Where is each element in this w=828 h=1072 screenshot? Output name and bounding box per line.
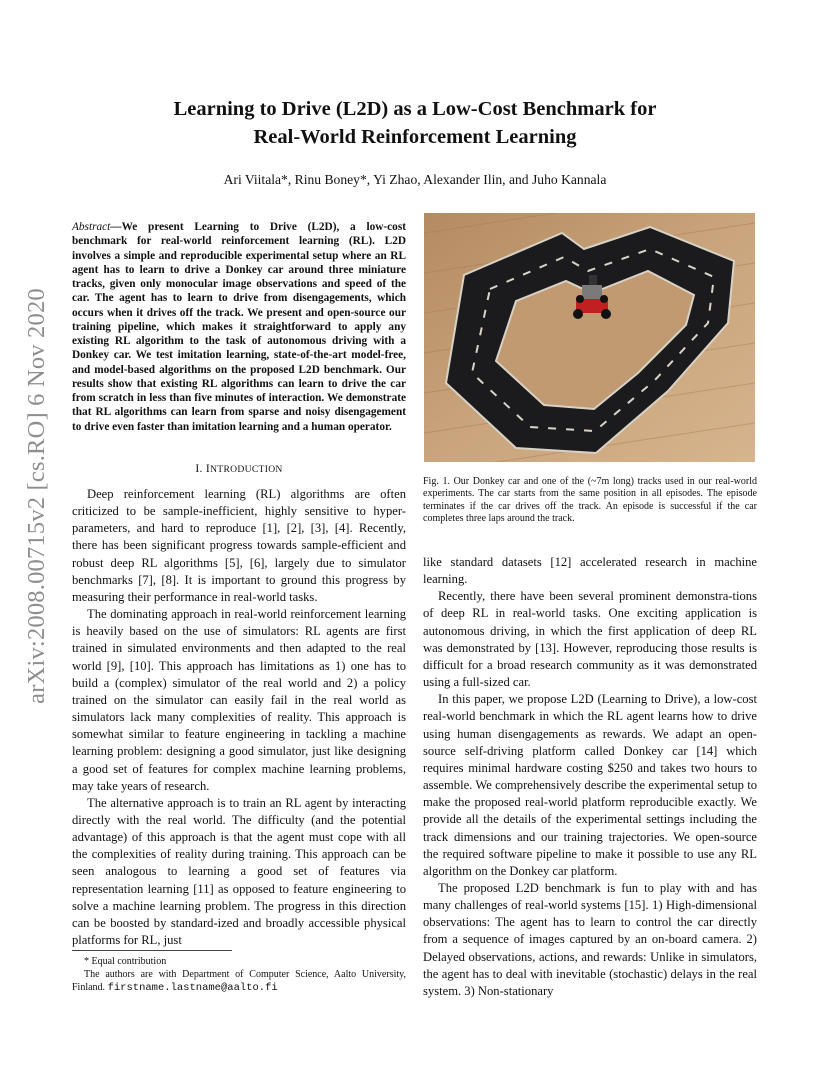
abstract-dash: — (110, 221, 122, 233)
figure-1-photo (424, 213, 755, 462)
affiliation-text: The authors are with Department of Computer Science, Aalto University, Finland. (72, 969, 406, 993)
footnotes (72, 955, 406, 995)
section-first-letter: I (205, 462, 211, 475)
title-line-2: Real-World Reinforcement Learning (253, 126, 577, 148)
figure-1-caption: Fig. 1. Our Donkey car and one of the (~7m long) tracks used in our real-world experiments. The car starts from the same position in all episodes. The episode terminates if the car drives off the track. An episode is successful if the car completes three laps around the track. (423, 476, 757, 524)
email-text: firstname.lastname@aalto.fi (107, 982, 278, 994)
paper-title (70, 95, 760, 151)
intro-paragraph-4: like standard datasets [12] accelerated research in machine learning. (423, 555, 757, 587)
intro-paragraph-1: Deep reinforcement learning (RL) algorithms are often criticized to be sample-inefficient, highly sensitive to hyper-parameters, and hard to reproduce [1], [2], [3], [4]. Recently, there has been significant progress towards sample-efficient and robust deep RL algorithms [5], [6], largely due to simulator benchmarks [7], [8]. It is important to ground this progress by measuring their performance in real-world tasks. (72, 487, 406, 604)
footnote-affiliation (72, 968, 406, 995)
section-number: I. (195, 462, 203, 475)
abstract-text: We present Learning to Drive (L2D), a low-cost benchmark for real-world reinforcement learning (RL). L2D involves a simple and reproducible experimental setup where an RL agent has to learn to drive a Donkey car around three miniature tracks, given only monocular image observations and speed of the car. The agent has to learn to drive from disengagements, which occurs when it drives off the track. We present and open-source our training pipeline, which makes it straightforward to apply any existing RL algorithm to the task of autonomous driving with a Donkey car. We test imitation learning, state-of-the-art model-free, and model-based algorithms on the proposed L2D benchmark. Our results show that existing RL algorithms can learn to drive the car from scratch in less than five minutes of interaction. We demonstrate that RL algorithms can learn from sparse and noisy disengagement to drive even faster than imitation learning and a human operator. (72, 221, 406, 433)
intro-paragraph-5: Recently, there have been several prominent demonstra-tions of deep RL in real-world tasks. One exciting application is autonomous driving, in which the first application of deep RL was demonstrated by [13]. However, reproducing those results is difficult for a broad research community as it was demonstrated using a full-sized car. (423, 589, 757, 690)
intro-paragraph-6: In this paper, we propose L2D (Learning to Drive), a low-cost real-world benchmark in which the RL agent learns how to drive using human disengagements as rewards. We adapt an open-source self-driving platform called Donkey car [14] which requires minimal hardware costing $250 and takes two hours to assemble. We comprehensively describe the experimental setup to make the proposed real-world platform reproducible exactly. We provide all the details of the experimental settings including the track dimensions and our training trajectories. We open-source the required software pipeline to make it possible to use any RL algorithm on the Donkey car platform. (423, 692, 757, 878)
intro-right-column (423, 554, 757, 1000)
author-list: Ari Viitala*, Rinu Boney*, Yi Zhao, Alexander Ilin, and Juho Kannala (223, 172, 607, 187)
title-line-1: Learning to Drive (L2D) as a Low-Cost Benchmark for (173, 98, 657, 120)
footnote-equal-contribution: * Equal contribution (84, 956, 167, 967)
intro-paragraph-3: The alternative approach is to train an RL agent by interacting directly with the real world. The difficulty (and the potential advantage) of this approach is that the agent must cope with all the complexities of reality during training. This approach can be seen analogous to learning a good set of features via representation learning [11] as opposed to feature engineering to solve a machine learning problem. The progress in this direction can be boosted by standard-ized and broadly accessible physical platforms for RL, just (72, 795, 406, 948)
arxiv-identifier-sidebar (12, 286, 62, 706)
intro-paragraph-7: The proposed L2D benchmark is fun to play with and has many challenges of real-world systems [15]. 1) High-dimensional observations: The agent has to learn to control the car directly from a sequence of images captured by an on-board camera. 2) Delayed observations, actions, and rewards: Unlike in simulators, the agent has to deal with inevitable (stochastic) delays in the real system. 3) Non-stationary (423, 880, 757, 998)
footnote-divider (72, 950, 232, 951)
section-heading-introduction (72, 462, 406, 475)
intro-paragraph-2: The dominating approach in real-world reinforcement learning is heavily based on the use of simulators: RL agents are first trained in simulated environments and then adapted to the real world [9], [10]. This approach has limitations as 1) one has to build a (complex) simulator of the real world and 2) a policy trained on the simulator can easily fail in the real world as simulators lack many complexities of reality. This approach is somewhat similar to feature engineering in tackling a machine learning problem: designing a good simulator, just like designing a good set of features for complex machine learning problems, may take years of research. (72, 607, 406, 793)
arxiv-id-text: arXiv:2008.00715v2 [cs.RO] 6 Nov 2020 (23, 288, 50, 704)
abstract-label: Abstract (72, 221, 111, 233)
track-photo-illustration (424, 213, 755, 462)
section-rest-caps: NTRODUCTION (210, 464, 283, 475)
intro-left-column (72, 486, 406, 949)
abstract (72, 220, 406, 434)
